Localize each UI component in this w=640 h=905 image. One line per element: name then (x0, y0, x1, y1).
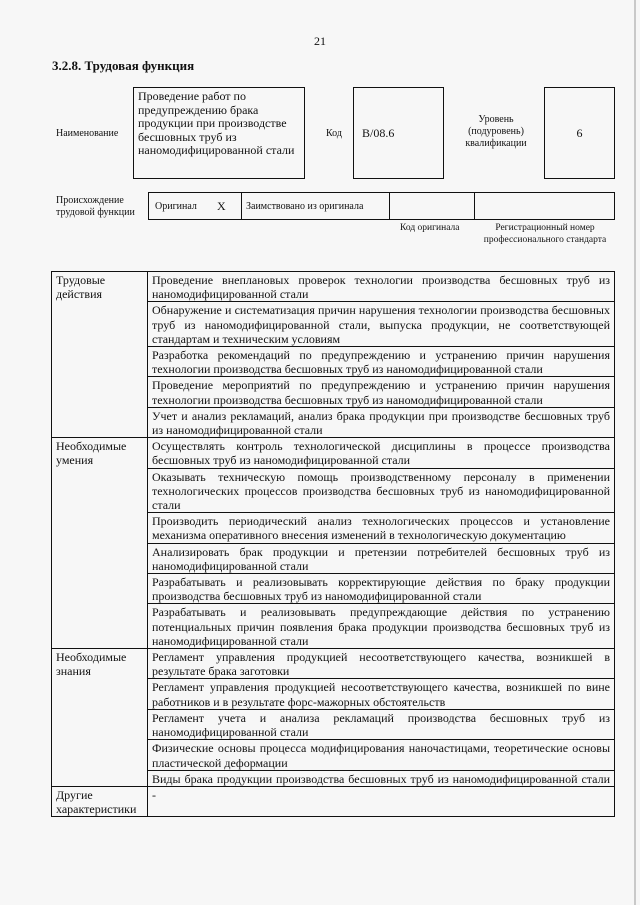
item-cell: Производить периодический анализ технологических процессов и установление механизма оперативного внесения изменений в технологическую документацию (148, 513, 615, 543)
table-row (52, 649, 615, 679)
section-title: 3.2.8. Трудовая функция (52, 58, 195, 73)
original-mark: X (217, 199, 226, 213)
item-cell: Разрабатывать и реализовывать предупреждающие действия по устранению потенциальных причин появления брака продукции производства бесшовных труб из наномодифицированной стали (148, 604, 615, 649)
level-label: Уровень (подуровень) квалификации (465, 114, 527, 149)
item-cell: Разрабатывать и реализовывать корректирующие действия по браку продукции производства бесшовных труб из наномодифицированной стали (148, 574, 615, 604)
item-cell: Регламент управления продукцией несоответствующего качества, возникшей по вине работников и в результате форс-мажорных обстоятельств (148, 679, 615, 709)
item-cell: Оказывать техническую помощь производственному персоналу в применении технологических процессов производства бесшовных труб из наномодифицированной стали (148, 468, 615, 513)
page-edge (634, 0, 636, 905)
page-number: 21 (314, 34, 326, 48)
level-value: 6 (576, 126, 583, 140)
item-cell: Учет и анализ рекламаций, анализ брака продукции при производстве бесшовных труб из наномодифицированной стали (148, 407, 615, 437)
item-cell: Разработка рекомендаций по предупреждению и устранению причин нарушения технологии производства бесшовных труб из наномодифицированной стали (148, 347, 615, 377)
item-cell: Виды брака продукции производства бесшовных труб из наномодифицированной стали (148, 770, 615, 786)
item-cell: Физические основы процесса модифицирования наночастицами, теоретические основы пластической деформации (148, 740, 615, 770)
item-cell: Проведение мероприятий по предупреждению и устранению причин нарушения технологии производства бесшовных труб из наномодифицированной стали (148, 377, 615, 407)
item-cell: Обнаружение и систематизация причин нарушения технологии производства бесшовных труб из наномодифицированной стали, выпуска продукции, не соответствующей стандартам и техническим условиям (148, 302, 615, 347)
code-value-box (353, 87, 444, 179)
function-table (51, 271, 615, 817)
origin-divider (474, 193, 475, 219)
item-cell: Регламент управления продукцией несоответствующего качества, возникшей в результате брака заготовки (148, 649, 615, 679)
name-value-box (133, 87, 305, 179)
category-cell: Необходимые умения (52, 438, 148, 649)
code-original-label: Код оригинала (400, 223, 460, 233)
origin-divider (241, 193, 242, 219)
name-label: Наименование (56, 128, 119, 139)
item-cell: Анализировать брак продукции и претензии потребителей бесшовных труб из наномодифицированной стали (148, 543, 615, 573)
code-label: Код (326, 128, 342, 139)
item-cell: Регламент учета и анализа рекламаций производства бесшовных труб из наномодифицированной стали (148, 709, 615, 739)
item-cell: - (148, 786, 615, 816)
category-cell: Другие характеристики (52, 786, 148, 816)
table-row (52, 786, 615, 816)
reg-number-label: Регистрационный номер профессионального стандарта (483, 223, 607, 245)
table-row (52, 438, 615, 468)
category-cell: Трудовые действия (52, 272, 148, 438)
category-cell: Необходимые знания (52, 649, 148, 787)
code-value: B/08.6 (362, 126, 395, 140)
name-value: Проведение работ по предупреждению брака продукции при производстве бесшовных труб из наномодифицированной стали (138, 89, 295, 157)
origin-divider (389, 193, 390, 219)
borrowed-label: Заимствовано из оригинала (246, 201, 364, 212)
table-row (52, 272, 615, 302)
original-label: Оригинал (155, 201, 197, 212)
level-value-box (544, 87, 615, 179)
origin-row (148, 192, 615, 220)
item-cell: Проведение внеплановых проверок технологии производства бесшовных труб из наномодифицированной стали (148, 272, 615, 302)
origin-label: Происхождение трудовой функции (56, 195, 135, 218)
item-cell: Осуществлять контроль технологической дисциплины в процессе производства бесшовных труб из наномодифицированной стали (148, 438, 615, 468)
